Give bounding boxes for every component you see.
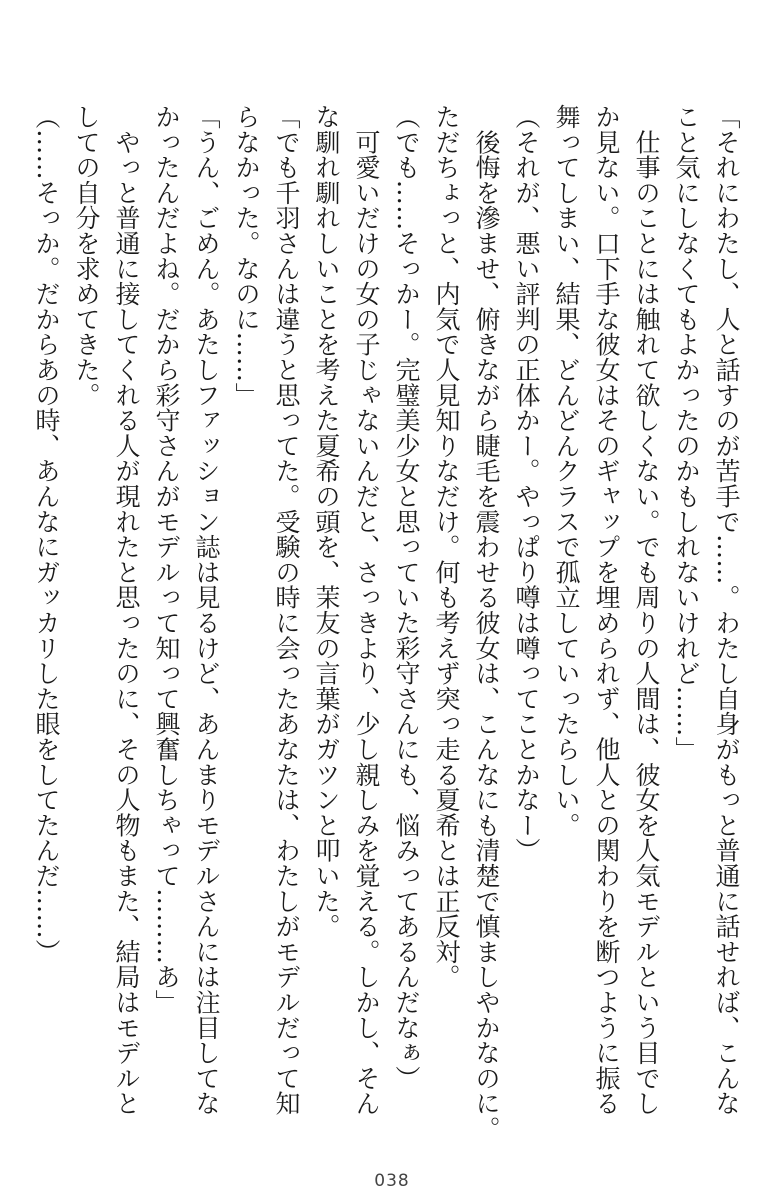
text-column: 可愛いだけの女の子じゃないんだと、さっきより、少し親しみを覚える。しかし、そん [352,104,381,1116]
page-number: 038 [374,1171,410,1191]
text-column: かったんだよね。だから彩守さんがモデルって知って興奮しちゃって………あ」 [152,104,181,1015]
text-column: しての自分を求めてきた。 [72,104,101,408]
vertical-text-block [30,104,746,1164]
text-column: か見ない。口下手な彼女はそのギャップを埋められず、他人との関わりを断つように振る [592,104,621,1116]
text-column: こと気にしなくてもよかったのかもしれないけれど……」 [672,104,701,762]
text-column: 「それにわたし、人と話すのが苦手で……。わたし自身がもっと普通に話せれば、こんな [712,104,741,1116]
text-column: な馴れ馴れしいことを考えた夏希の頭を、茉友の言葉がガツンと叩いた。 [312,104,341,939]
text-column: 後悔を滲ませ、俯きながら睫毛を震わせる彼女は、こんなにも清楚で慎ましやかなのに。 [472,104,501,1142]
text-column: 「うん、ごめん。あたしファッション誌は見るけど、あんまりモデルさんには注目してな [192,104,221,1116]
text-column: やっと普通に接してくれる人が現れたと思ったのに、その人物もまた、結局はモデルと [112,104,141,1116]
text-column: 仕事のことには触れて欲しくない。でも周りの人間は、彼女を人気モデルという目でし [632,104,661,1116]
text-column: （でも……そっかー。完璧美少女と思っていた彩守さんにも、悩みってあるんだなぁ） [392,104,421,1091]
text-column: 「でも千羽さんは違うと思ってた。受験の時に会ったあなたは、わたしがモデルだって知 [272,104,301,1116]
text-column: 舞ってしまい、結果、どんどんクラスで孤立していったらしい。 [552,104,581,838]
text-column: （……そっか。だからあの時、あんなにガッカリした眼をしてたんだ……） [32,104,61,965]
text-column: らなかった。なのに……」 [232,104,261,408]
text-column: ただちょっと、内気で人見知りなだけ。何も考えず突っ走る夏希とは正反対。 [432,104,461,990]
text-column: （それが、悪い評判の正体かー。やっぱり噂は噂ってことかなー） [512,104,541,863]
